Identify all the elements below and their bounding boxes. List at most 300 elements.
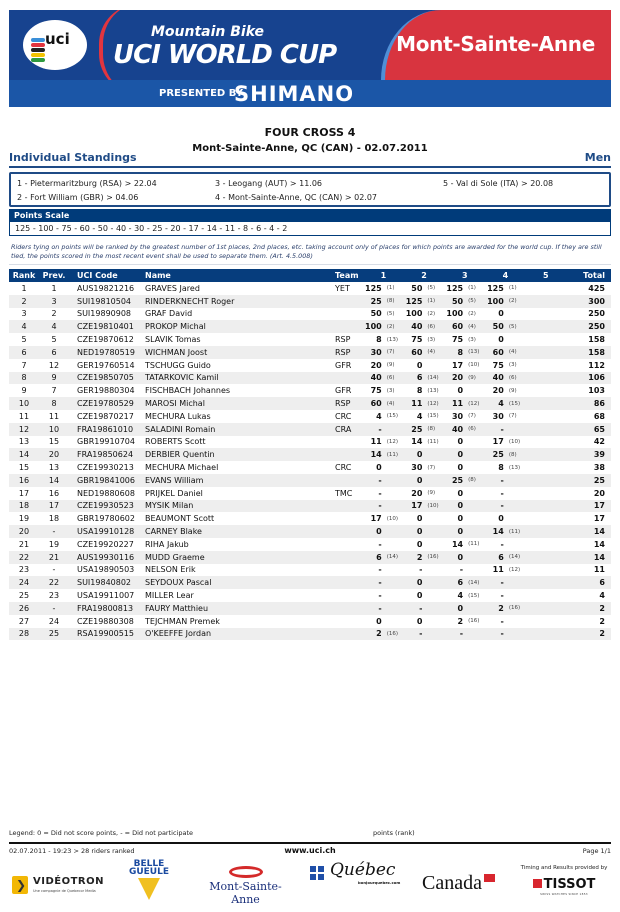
event2-rank (424, 359, 444, 372)
event3-points: 75 (451, 335, 464, 345)
event4-rank (506, 308, 526, 321)
team-cell: CRC (335, 411, 352, 421)
rider-name-cell: GRAVES Jared (145, 283, 200, 293)
col-prev: Prev. (42, 271, 66, 280)
rank-cell: 22 (18, 552, 30, 562)
rider-name-cell: TATARKOVIC Kamil (145, 373, 219, 383)
total-points: 65 (593, 424, 605, 434)
rider-name-cell: SEYDOUX Pascal (145, 578, 212, 588)
table-row (9, 384, 611, 397)
event4-points: 50 (492, 322, 504, 332)
rank-cell: 14 (18, 450, 30, 460)
event1-rank: (1) (386, 285, 395, 292)
swiss-cross-icon (533, 879, 542, 888)
event5-points (526, 602, 546, 615)
uci-code-cell: USA19910128 (77, 527, 135, 537)
event4-rank (506, 333, 526, 346)
event5-points (526, 500, 546, 513)
event3-points: 0 (457, 527, 464, 537)
rider-name-cell: TSCHUGG Guido (145, 360, 211, 370)
event4-points: 20 (492, 386, 504, 396)
event1-points: - (378, 578, 382, 588)
event3-rank: (5) (468, 298, 476, 305)
total-points: 14 (593, 527, 605, 537)
prev-rank-cell: 4 (51, 322, 57, 332)
event4-rank: (1) (508, 285, 517, 292)
event3-points: - (459, 565, 464, 575)
uci-code-cell: SUI19890908 (77, 309, 132, 319)
table-row (9, 448, 611, 461)
rank-cell: 25 (18, 591, 30, 601)
event5-rank (546, 538, 566, 551)
rank-cell: 6 (21, 347, 27, 357)
team-cell (333, 448, 363, 461)
event5-rank (546, 512, 566, 525)
rank-cell: 3 (21, 309, 27, 319)
event1-points: 11 (370, 437, 382, 447)
event1-points: 17 (370, 514, 382, 524)
event2-points: 0 (416, 539, 423, 549)
event2-rank: (13) (427, 387, 439, 394)
rider-name-cell: FISCHBACH Johannes (145, 386, 231, 396)
event5-points (526, 628, 546, 641)
event4-points: 0 (498, 309, 504, 319)
uci-code-cell: GER19880304 (77, 386, 135, 396)
event1-points: - (378, 424, 382, 434)
uci-logo (23, 20, 87, 70)
event1-points: - (378, 591, 382, 601)
mont-sainte-anne-name: Mont-Sainte-Anne (209, 880, 282, 906)
total-points: 14 (593, 539, 605, 549)
total-points: 6 (599, 578, 605, 588)
uci-code-cell: USA19890503 (77, 565, 135, 575)
event3-points: 60 (451, 322, 464, 332)
event3-rank: (10) (468, 362, 480, 369)
event1-rank: (4) (386, 400, 395, 407)
uci-code-cell: RSA19900515 (77, 629, 134, 639)
uci-code-cell: CZE19780529 (77, 399, 134, 409)
event1-rank: (3) (386, 387, 395, 394)
event5-rank (546, 602, 566, 615)
event1-rank: (12) (386, 438, 398, 445)
mont-sainte-anne-logo (198, 866, 293, 906)
rank-cell: 27 (18, 616, 30, 626)
table-row (9, 397, 611, 410)
event4-rank (506, 423, 526, 436)
event5-rank (546, 308, 566, 321)
prev-rank-cell: 2 (51, 309, 57, 319)
rider-name-cell: MILLER Lear (145, 591, 194, 601)
quebec-script: Québec (330, 860, 396, 880)
team-cell (333, 628, 363, 641)
team-cell: GFR (335, 360, 352, 370)
event1-rank: (9) (386, 362, 395, 369)
event5-points (526, 448, 546, 461)
event3-rank: (9) (468, 374, 476, 381)
event1-rank: (5) (386, 310, 395, 317)
event4-points: 40 (492, 373, 504, 383)
uci-logo-text: uci (45, 30, 70, 48)
event5-rank (546, 384, 566, 397)
event5-rank (546, 551, 566, 564)
rank-cell: 2 (21, 296, 27, 306)
event4-rank (506, 628, 526, 641)
event2-rank: (3) (427, 336, 436, 343)
event5-points (526, 320, 546, 333)
team-cell (333, 500, 363, 513)
rider-name-cell: WICHMAN Joost (145, 347, 208, 357)
event2-rank: (14) (427, 374, 439, 381)
event4-points: 0 (498, 514, 504, 524)
uci-code-cell: FRA19861010 (77, 424, 134, 434)
event2-points: 20 (411, 488, 423, 498)
event5-rank (546, 346, 566, 359)
canada-logo (422, 872, 482, 895)
table-row (9, 500, 611, 513)
team-cell (333, 589, 363, 602)
timing-label: Timing and Results provided by (520, 865, 608, 871)
event4-rank: (12) (508, 566, 521, 573)
event1-rank (384, 487, 404, 500)
total-points: 14 (593, 552, 605, 562)
points-scale-header: Points Scale (9, 209, 611, 222)
event4-points: 11 (492, 565, 504, 575)
event1-rank (384, 500, 404, 513)
total-points: 68 (593, 411, 605, 421)
uci-code-cell: AUS19930116 (77, 552, 135, 562)
uci-code-cell: NED19880608 (77, 488, 135, 498)
legend: Legend: 0 = Did not score points, - = Did not participate (9, 829, 193, 837)
total-points: 42 (593, 437, 605, 447)
uci-code-cell: CZE19920227 (77, 539, 134, 549)
category-label: Men (584, 151, 611, 164)
event4-rank: (2) (508, 298, 517, 305)
table-row (9, 282, 611, 295)
prev-rank-cell: 25 (48, 629, 60, 639)
event3-points: 6 (457, 578, 464, 588)
event1-rank: (7) (386, 349, 395, 356)
event2-points: 0 (416, 514, 423, 524)
team-cell (333, 295, 363, 308)
uci-code-cell: GBR19841006 (77, 475, 135, 485)
event-item: 2 - Fort William (GBR) > 04.06 (17, 193, 139, 202)
event3-points: 0 (457, 450, 464, 460)
event2-rank: (9) (427, 490, 436, 497)
event4-rank (506, 615, 526, 628)
rider-name-cell: CARNEY Blake (145, 527, 202, 537)
quebec-flag-icon (310, 866, 324, 880)
event4-rank: (5) (508, 323, 517, 330)
event3-points: 8 (457, 347, 464, 357)
prev-rank-cell: - (52, 603, 56, 613)
team-cell (333, 576, 363, 589)
event5-points (526, 525, 546, 538)
rider-name-cell: NELSON Erik (145, 565, 196, 575)
event4-points: 14 (492, 527, 504, 537)
event5-points (526, 551, 546, 564)
table-row (9, 320, 611, 333)
event1-rank: (10) (386, 515, 398, 522)
event4-rank (506, 512, 526, 525)
uci-code-cell: CZE19930213 (77, 463, 134, 473)
event5-rank (546, 564, 566, 577)
event5-points (526, 589, 546, 602)
section-title: Individual Standings (9, 151, 137, 164)
event2-rank (424, 589, 444, 602)
event5-rank (546, 295, 566, 308)
event1-rank (384, 564, 404, 577)
event4-rank: (10) (508, 438, 521, 445)
total-points: 2 (599, 603, 605, 613)
col-event-2: 2 (421, 271, 427, 280)
event4-points: - (500, 501, 504, 511)
rider-name-cell: TEJCHMAN Premek (145, 616, 220, 626)
event1-points: 6 (376, 552, 382, 562)
event1-rank: (16) (386, 630, 398, 637)
event3-rank (465, 525, 485, 538)
rank-cell: 28 (18, 629, 30, 639)
event2-rank (424, 602, 444, 615)
event5-points (526, 308, 546, 321)
points-scale-values: 125 - 100 - 75 - 60 - 50 - 40 - 30 - 25 - 20 - 17 - 14 - 11 - 8 - 6 - 4 - 2 (9, 222, 611, 236)
event3-points: 125 (446, 283, 464, 293)
event1-points: - (378, 539, 382, 549)
event5-rank (546, 589, 566, 602)
team-cell: RSP (335, 347, 351, 357)
team-cell (333, 551, 363, 564)
belle-gueule-shield-icon (138, 878, 160, 900)
videotron-name: VIDÉOTRON (33, 876, 104, 887)
total-points: 25 (593, 475, 605, 485)
event1-points: 100 (365, 322, 382, 332)
total-points: 158 (588, 335, 605, 345)
event5-points (526, 397, 546, 410)
prev-rank-cell: 13 (48, 463, 60, 473)
event3-rank (465, 512, 485, 525)
events-list (9, 172, 611, 207)
event4-points: - (500, 539, 504, 549)
rank-cell: 17 (18, 488, 30, 498)
event1-rank (384, 474, 404, 487)
event2-rank (424, 525, 444, 538)
rider-name-cell: RIHA Jakub (145, 539, 189, 549)
prev-rank-cell: 3 (51, 296, 57, 306)
event3-points: 0 (457, 437, 464, 447)
total-points: 425 (588, 283, 605, 293)
event3-rank (465, 461, 485, 474)
event-banner (9, 10, 611, 107)
event5-rank (546, 461, 566, 474)
table-row (9, 333, 611, 346)
event2-points: - (419, 603, 423, 613)
prev-rank-cell: 14 (48, 475, 60, 485)
event3-points: 17 (451, 360, 464, 370)
event5-rank (546, 436, 566, 449)
event-item: 4 - Mont-Sainte-Anne, QC (CAN) > 02.07 (215, 193, 378, 202)
event5-rank (546, 628, 566, 641)
event1-rank: (13) (386, 336, 398, 343)
event2-points: 0 (416, 591, 423, 601)
rider-name-cell: DERBIER Quentin (145, 450, 215, 460)
event3-points: 0 (457, 603, 464, 613)
event4-points: - (500, 629, 504, 639)
table-row (9, 359, 611, 372)
prev-rank-cell: 21 (48, 552, 60, 562)
event4-points: 75 (492, 360, 504, 370)
legend-points-rank: points (rank) (373, 829, 415, 837)
col-uci-code: UCI Code (77, 271, 118, 280)
event3-points: 0 (457, 514, 464, 524)
event2-points: 11 (411, 399, 423, 409)
uci-code-cell: SUI19840802 (77, 578, 132, 588)
event3-rank (465, 564, 485, 577)
event1-points: - (378, 565, 382, 575)
event5-rank (546, 525, 566, 538)
event2-points: 0 (416, 450, 423, 460)
event1-points: 60 (370, 399, 382, 409)
table-row (9, 372, 611, 385)
col-event-1: 1 (380, 271, 387, 280)
table-row (9, 423, 611, 436)
table-row (9, 589, 611, 602)
event4-rank (506, 576, 526, 589)
event4-points: - (500, 475, 504, 485)
col-name: Name (145, 271, 171, 280)
prev-rank-cell: 8 (51, 399, 57, 409)
event3-rank: (13) (468, 349, 480, 356)
event4-rank (506, 474, 526, 487)
uci-code-cell: CZE19870217 (77, 411, 134, 421)
event3-points: - (459, 629, 464, 639)
event5-points (526, 474, 546, 487)
total-points: 11 (593, 565, 605, 575)
total-points: 2 (599, 616, 605, 626)
shimano-logo: SHIMANO (234, 82, 355, 106)
team-cell (333, 512, 363, 525)
event4-rank: (15) (508, 400, 521, 407)
uci-code-cell: FRA19800813 (77, 603, 134, 613)
event2-rank (424, 512, 444, 525)
rank-cell: 10 (18, 399, 30, 409)
tie-break-note: Riders tying on points will be ranked by the greatest number of 1st places, 2nd places, etc. taking account only of places for which points are awarded for the world cup. If they are still tied, the points scored in the most recent event shall be used to separate them. (Art. 4.5.008) (11, 243, 602, 260)
rider-name-cell: FAURY Matthieu (145, 603, 209, 613)
table-row (9, 308, 611, 321)
event5-points (526, 410, 546, 423)
rank-cell: 23 (18, 565, 30, 575)
event2-points: 0 (416, 527, 423, 537)
event2-rank (424, 576, 444, 589)
rank-cell: 12 (18, 424, 30, 434)
event1-points: 125 (365, 283, 382, 293)
event3-points: 0 (457, 552, 464, 562)
event5-rank (546, 576, 566, 589)
event2-points: 75 (411, 335, 423, 345)
banner-city: Mont-Sainte-Anne (396, 32, 595, 56)
team-cell (333, 602, 363, 615)
event2-points: - (419, 565, 423, 575)
uci-code-cell: CZE19870612 (77, 335, 134, 345)
uci-code-cell: GER19760514 (77, 360, 135, 370)
event5-points (526, 282, 546, 295)
rank-cell: 16 (18, 475, 30, 485)
col-event-5: 5 (543, 271, 549, 280)
event1-rank (384, 423, 404, 436)
event5-rank (546, 423, 566, 436)
total-points: 39 (593, 450, 605, 460)
team-cell (333, 564, 363, 577)
event4-rank: (11) (508, 528, 521, 535)
prev-rank-cell: 20 (48, 450, 60, 460)
event2-rank: (11) (427, 438, 439, 445)
team-cell (333, 538, 363, 551)
event4-rank: (9) (508, 387, 517, 394)
event3-rank: (7) (468, 413, 476, 420)
uci-code-cell: CZE19930523 (77, 501, 134, 511)
team-cell (333, 308, 363, 321)
total-points: 106 (588, 373, 605, 383)
videotron-sub: Une compagnie de Quebecor Media (33, 889, 96, 893)
col-total: Total (583, 271, 605, 280)
event1-points: 2 (376, 629, 382, 639)
event3-points: 50 (451, 296, 464, 306)
event2-points: 25 (411, 424, 423, 434)
table-row (9, 461, 611, 474)
event4-points: 100 (487, 296, 504, 306)
team-cell (333, 474, 363, 487)
event3-points: 40 (451, 424, 464, 434)
event3-rank: (11) (468, 541, 480, 548)
event4-points: - (500, 578, 504, 588)
event2-points: 6 (416, 373, 423, 383)
rider-name-cell: SALADINI Romain (145, 424, 216, 434)
belle-gueule-logo (128, 860, 170, 900)
event1-rank: (11) (386, 451, 398, 458)
total-points: 112 (588, 360, 605, 370)
footer-website-link[interactable]: www.uci.ch (284, 846, 336, 855)
event5-rank (546, 320, 566, 333)
total-points: 38 (593, 463, 605, 473)
event3-points: 4 (457, 591, 464, 601)
rider-name-cell: RINDERKNECHT Roger (145, 296, 235, 306)
event1-points: 40 (370, 373, 382, 383)
uci-code-cell: CZE19810401 (77, 322, 134, 332)
rank-cell: 15 (18, 463, 30, 473)
event1-rank (384, 525, 404, 538)
event1-rank (384, 615, 404, 628)
event3-rank (465, 384, 485, 397)
event4-rank: (14) (508, 554, 521, 561)
rank-cell: 9 (21, 386, 27, 396)
uci-code-cell: AUS19821216 (77, 283, 135, 293)
event4-rank: (3) (508, 362, 517, 369)
event2-points: 14 (411, 437, 423, 447)
prev-rank-cell: 6 (51, 347, 57, 357)
event5-points (526, 295, 546, 308)
event1-points: 30 (370, 347, 382, 357)
event3-points: 14 (451, 539, 464, 549)
table-header (9, 269, 611, 282)
event3-points: 0 (457, 386, 464, 396)
event3-rank: (16) (468, 618, 480, 625)
prev-rank-cell: 10 (48, 424, 60, 434)
tissot-sub: SWISS WATCHES SINCE 1853 (540, 892, 588, 896)
canada-flag-icon (484, 874, 495, 882)
event3-points: 20 (451, 373, 464, 383)
event4-rank: (13) (508, 464, 521, 471)
rider-name-cell: MUDD Graeme (145, 552, 205, 562)
event4-rank (506, 589, 526, 602)
event5-points (526, 423, 546, 436)
